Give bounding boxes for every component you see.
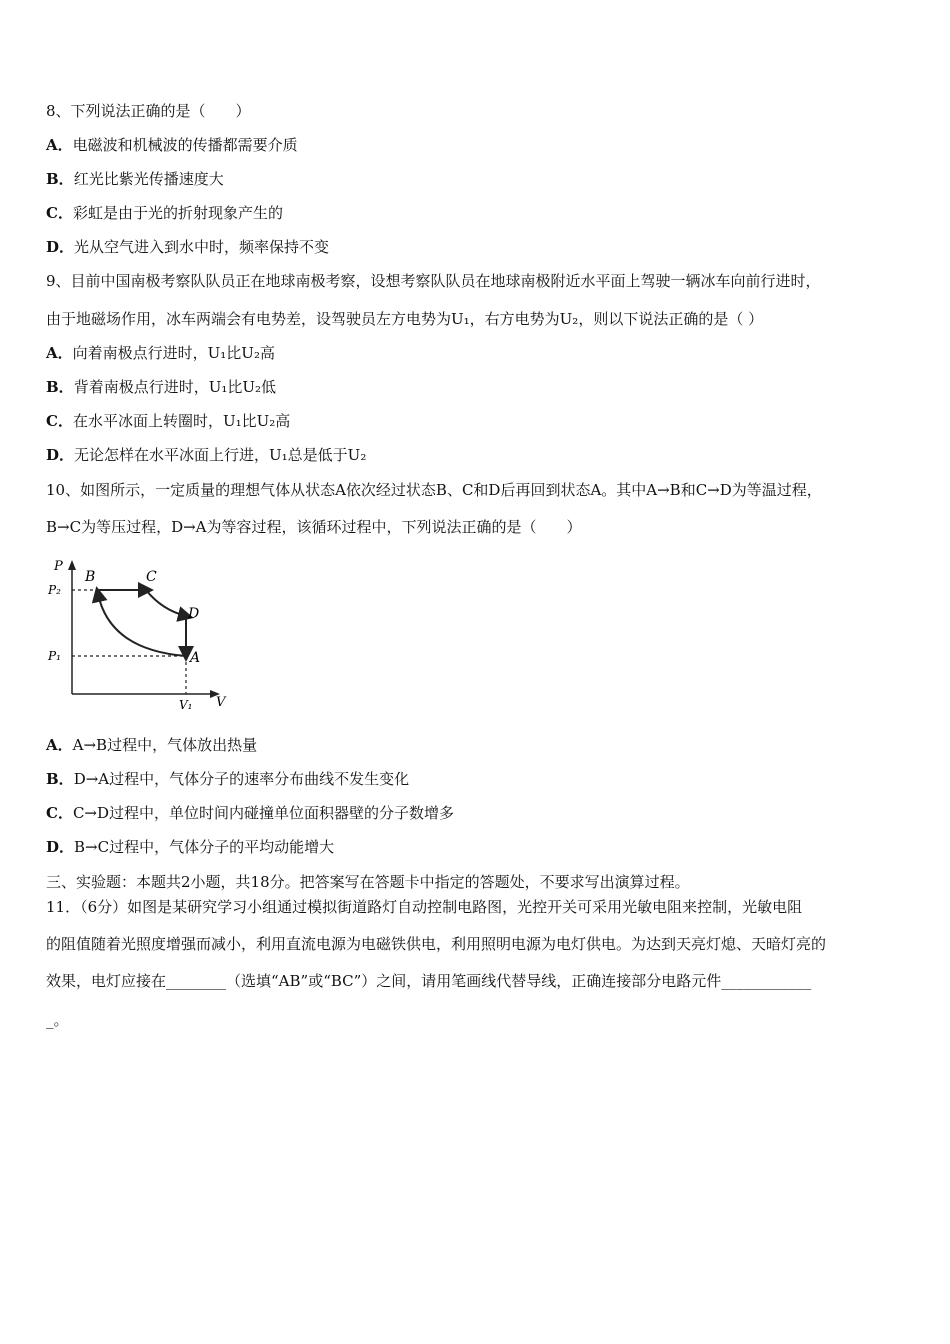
q9-stem-line2: 由于地磁场作用，冰车两端会有电势差，设驾驶员左方电势为U₁，右方电势为U₂，则以下说法正确的是（ ） [46,310,764,328]
point-b-label: B [85,569,96,585]
option-letter: A． [46,136,73,154]
q9-option-d [46,445,366,465]
q10-option-b [46,769,409,789]
axis-p-label: P [54,559,63,574]
option-letter: A． [46,736,73,754]
section-heading: 三、实验题：本题共2小题，共18分。把答案写在答题卡中指定的答题处，不要求写出演算过程。 [46,873,690,891]
q10-option-c [46,803,454,823]
option-text: 向着南极点行进时，U₁比U₂高 [72,344,275,362]
q10-stem-line1: 10、如图所示，一定质量的理想气体从状态A依次经过状态B、C和D后再回到状态A。其中A→B和C→D为等温过程， [46,481,822,499]
pv-diagram [40,552,230,712]
option-text: A→B过程中，气体放出热量 [72,736,258,754]
v1-label: V₁ [179,698,193,712]
option-letter: B． [46,378,74,396]
q9-option-c [46,411,290,431]
option-text: 无论怎样在水平冰面上行进，U₁总是低于U₂ [74,446,367,464]
q11-line3: 效果，电灯应接在________（选填“AB”或“BC”）之间，请用笔画线代替导线，正确连接部分电路元件____________ [46,972,812,990]
q10-option-d [46,837,334,857]
q8-option-b [46,169,224,189]
q8-option-d [46,237,329,257]
option-text: 彩虹是由于光的折射现象产生的 [72,204,283,222]
option-letter: B． [46,170,74,188]
q10-option-a [46,735,257,755]
q9-option-a [46,343,275,363]
option-letter: C． [46,412,73,430]
option-letter: C． [46,204,73,222]
q10-stem-line2: B→C为等压过程，D→A为等容过程，该循环过程中，下列说法正确的是（ ） [46,518,582,536]
option-letter: C． [46,804,73,822]
q9-option-b [46,377,276,397]
option-letter: B． [46,770,74,788]
point-a-label: A [190,650,201,666]
q11-line1: 11．（6分）如图是某研究学习小组通过模拟街道路灯自动控制电路图，光控开关可采用光敏电阻来控制，光敏电阻 [46,898,803,916]
process-c-d [146,590,186,616]
option-text: D→A过程中，气体分子的速率分布曲线不发生变化 [73,770,410,788]
q8-stem: 8、下列说法正确的是（ ） [46,102,251,120]
point-c-label: C [146,569,157,585]
point-d-label: D [188,606,200,622]
option-text: 背着南极点行进时，U₁比U₂低 [73,378,276,396]
option-text: 红光比紫光传播速度大 [73,170,224,188]
axis-v-label: V [216,695,226,710]
process-a-b [98,594,186,656]
option-letter: D． [46,838,75,856]
p2-label: P₂ [48,583,61,597]
option-letter: D． [46,446,75,464]
q8-option-c [46,203,283,223]
option-text: 在水平冰面上转圈时，U₁比U₂高 [72,412,291,430]
p-axis-arrow-icon [68,560,76,570]
option-text: 光从空气进入到水中时，频率保持不变 [74,238,330,256]
option-text: B→C过程中，气体分子的平均动能增大 [74,838,335,856]
q11-line4: _。 [46,1011,69,1029]
option-letter: A． [46,344,73,362]
option-text: 电磁波和机械波的传播都需要介质 [72,136,298,154]
p1-label: P₁ [48,649,61,663]
q11-line2: 的阻值随着光照度增强而减小，利用直流电源为电磁铁供电，利用照明电源为电灯供电。为达到天亮灯熄、天暗灯亮的 [46,935,827,953]
q9-stem-line1: 9、目前中国南极考察队队员正在地球南极考察，设想考察队队员在地球南极附近水平面上驾驶一辆冰车向前行进时， [46,272,821,290]
q8-option-a [46,135,298,155]
option-letter: D． [46,238,75,256]
option-text: C→D过程中，单位时间内碰撞单位面积器壁的分子数增多 [72,804,455,822]
